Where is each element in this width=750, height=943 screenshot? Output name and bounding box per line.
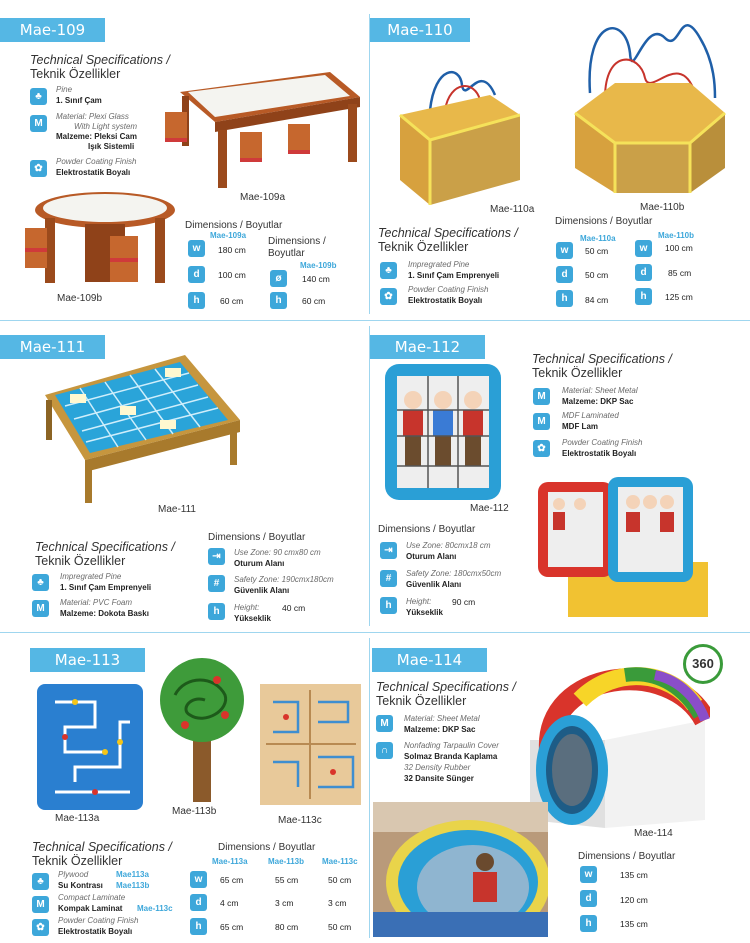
depth-value: 3 cm <box>328 898 347 908</box>
memory-game-table-image <box>40 350 245 505</box>
mae111-spec-title: Technical Specifications / Teknik Özellikler <box>35 540 175 568</box>
material-icon: M <box>533 388 550 405</box>
model-label: Mae-113c <box>322 857 358 866</box>
height-icon: h <box>208 603 225 620</box>
height-value: 60 cm <box>220 296 244 306</box>
depth-icon: d <box>190 894 207 911</box>
mae110b-caption: Mae-110b <box>640 202 685 213</box>
tree-icon: ♣ <box>30 88 47 105</box>
diameter-icon: ø <box>270 270 287 287</box>
spec-label: Impregrated Pine <box>60 572 122 581</box>
tunnel-photo-image <box>373 802 548 937</box>
spec-value: Malzeme: Dokota Baskı <box>60 609 149 618</box>
diameter-value: 140 cm <box>302 274 330 284</box>
spec-value: Su Kontrası <box>58 881 103 890</box>
spec-label: Material: PVC Foam <box>60 598 133 607</box>
mae110-dims-title: Dimensions / Boyutlar <box>555 216 653 227</box>
width-value: 50 cm <box>328 875 352 885</box>
model-label: Mae-109b <box>300 261 337 270</box>
height-icon: h <box>380 597 397 614</box>
mae114-tag: Mae-114 <box>372 648 487 672</box>
divider <box>0 632 750 633</box>
spec-value: 1. Sınıf Çam <box>56 96 102 105</box>
mae109b-dims-title: Dimensions / <box>268 236 326 247</box>
height-value: 135 cm <box>620 919 648 929</box>
mae112-tag: Mae-112 <box>370 335 485 359</box>
use-zone-icon: ⇥ <box>380 542 397 559</box>
depth-value: 85 cm <box>668 268 692 278</box>
spec-label: Safety Zone: 180cmx50cm <box>406 569 502 578</box>
spray-icon: ✿ <box>380 288 397 305</box>
depth-value: 100 cm <box>218 270 246 280</box>
mae113-tag: Mae-113 <box>30 648 145 672</box>
spec-label: Compact Laminate <box>58 893 126 902</box>
mae113-spec-title: Technical Specifications / Teknik Özellikler <box>32 840 172 868</box>
spec-value: Oturum Alanı <box>234 559 285 568</box>
safety-zone-icon: # <box>380 570 397 587</box>
spec-label: Plywood <box>58 870 89 879</box>
mae110-spec-title: Technical Specifications / Teknik Özellikler <box>378 226 518 254</box>
width-value: 65 cm <box>220 875 244 885</box>
model-label: Mae-113b <box>268 857 305 866</box>
material-icon: M <box>533 413 550 430</box>
width-icon: w <box>580 866 597 883</box>
tunnel-icon: ∩ <box>376 742 393 759</box>
rotate-360-icon: 360 <box>683 644 723 684</box>
spec-label: Height: <box>406 597 432 606</box>
depth-value: 50 cm <box>585 270 609 280</box>
wall-maze-panel-c-image <box>258 682 363 807</box>
mae111-dims-title: Dimensions / Boyutlar <box>208 532 306 543</box>
hexagon-bead-maze-image <box>570 8 730 198</box>
mae111-tag: Mae-111 <box>0 335 105 359</box>
rectangular-table-image <box>160 52 365 192</box>
spec-label: Material: Plexi Glass <box>56 112 129 121</box>
height-value: 60 cm <box>302 296 326 306</box>
spec-value: Elektrostatik Boyalı <box>56 168 131 177</box>
spec-label: Powder Coating Finish <box>56 157 137 166</box>
mae112-caption: Mae-112 <box>470 503 509 514</box>
height-value: 125 cm <box>665 292 693 302</box>
model-label: Mae-109a <box>210 231 247 240</box>
tree-maze-panel-b-image <box>155 655 250 805</box>
spray-icon: ✿ <box>32 919 49 936</box>
spec-label: Safety Zone: 190cmx180cm <box>234 575 334 584</box>
height-icon: h <box>635 288 652 305</box>
spec-label: Nonfading Tarpaulin Cover <box>404 741 499 750</box>
width-icon: w <box>556 242 573 259</box>
spec-label: Material: Sheet Metal <box>404 714 480 723</box>
mae114-dims-title: Dimensions / Boyutlar <box>578 851 676 862</box>
spec-label: Impregrated Pine <box>408 260 470 269</box>
model-label: Mae-110a <box>580 234 616 243</box>
height-icon: h <box>556 290 573 307</box>
mae114-caption: Mae-114 <box>634 828 673 839</box>
height-icon: h <box>190 918 207 935</box>
material-icon: M <box>376 715 393 732</box>
spec-label: 32 Density Rubber <box>404 763 471 772</box>
height-value: 84 cm <box>585 295 609 305</box>
divider <box>0 320 750 321</box>
rotating-figure-panel-image <box>383 362 503 502</box>
spec-label: Powder Coating Finish <box>408 285 489 294</box>
safety-zone-icon: # <box>208 575 225 592</box>
spec-label: Use Zone: 90 cmx80 cm <box>234 548 321 557</box>
depth-icon: d <box>635 264 652 281</box>
depth-icon: d <box>556 266 573 283</box>
mae113a-caption: Mae-113a <box>55 813 100 824</box>
divider <box>369 326 370 626</box>
depth-icon: d <box>580 890 597 907</box>
spray-icon: ✿ <box>30 160 47 177</box>
divider <box>369 638 370 938</box>
model-label: Mae-113a <box>212 857 248 866</box>
spec-value: Elektrostatik Boyalı <box>408 296 483 305</box>
model-label: Mae-110b <box>658 231 695 240</box>
spec-value: Oturum Alanı <box>406 552 457 561</box>
tree-icon: ♣ <box>380 262 397 279</box>
use-zone-icon: ⇥ <box>208 548 225 565</box>
width-value: 55 cm <box>275 875 299 885</box>
spec-label: MDF Laminated <box>562 411 619 420</box>
mae109a-caption: Mae-109a <box>240 192 286 203</box>
spec-label: Use Zone: 80cmx18 cm <box>406 541 491 550</box>
spec-value: Işık Sistemli <box>88 142 135 151</box>
mae113b-caption: Mae-113b <box>172 806 217 817</box>
depth-value: 120 cm <box>620 895 648 905</box>
model-label: Mae113b <box>116 881 150 890</box>
mae109-spec-title: Technical Specifications / Teknik Özellikler <box>30 53 170 81</box>
spec-value: Elektrostatik Boyalı <box>562 449 637 458</box>
spec-label: With Light system <box>74 122 138 131</box>
spec-value: Malzeme: DKP Sac <box>404 725 476 734</box>
round-table-image <box>25 188 180 293</box>
spec-value: Kompak Laminat <box>58 904 123 913</box>
tree-icon: ♣ <box>32 873 49 890</box>
wall-maze-panel-a-image <box>35 682 145 812</box>
width-icon: w <box>188 240 205 257</box>
material-icon: M <box>32 600 49 617</box>
spec-value: 1. Sınıf Çam Emprenyeli <box>60 583 152 592</box>
material-icon: M <box>32 896 49 913</box>
depth-value: 3 cm <box>275 898 294 908</box>
spec-value: Solmaz Branda Kaplama <box>404 752 498 761</box>
divider <box>369 14 370 314</box>
height-value: 80 cm <box>275 922 299 932</box>
width-value: 135 cm <box>620 870 648 880</box>
spec-value: Yükseklik <box>406 608 443 617</box>
spray-icon: ✿ <box>533 440 550 457</box>
spec-label: Powder Coating Finish <box>58 916 139 925</box>
spec-value: MDF Lam <box>562 422 598 431</box>
tree-icon: ♣ <box>32 574 49 591</box>
model-label: Mae113a <box>116 870 149 879</box>
mae111-caption: Mae-111 <box>158 504 196 515</box>
spec-label: Material: Sheet Metal <box>562 386 638 395</box>
rainbow-tunnel-image <box>530 650 710 830</box>
spec-value: Yükseklik <box>234 614 271 623</box>
mae113-dims-title: Dimensions / Boyutlar <box>218 842 316 853</box>
height-value: 65 cm <box>220 922 244 932</box>
mae109b-dims-title-tr: Boyutlar <box>268 248 305 259</box>
model-label: Mae-113c <box>137 904 173 913</box>
spec-value: Güvenlik Alanı <box>406 580 462 589</box>
mae109b-caption: Mae-109b <box>57 293 103 304</box>
mae109-dims-title: Dimensions / Boyutlar <box>185 220 283 231</box>
mae112-dims-title: Dimensions / Boyutlar <box>378 524 476 535</box>
width-value: 180 cm <box>218 245 246 255</box>
mae114-spec-title: Technical Specifications / Teknik Özellikler <box>376 680 516 708</box>
height-icon: h <box>270 292 287 309</box>
spec-value: Malzeme: DKP Sac <box>562 397 634 406</box>
spec-value: Güvenlik Alanı <box>234 586 290 595</box>
mae109-tag: Mae-109 <box>0 18 105 42</box>
spec-label: Height: <box>234 603 260 612</box>
width-icon: w <box>635 240 652 257</box>
spec-value: Elektrostatik Boyalı <box>58 927 133 936</box>
height-icon: h <box>188 292 205 309</box>
mae110-tag: Mae-110 <box>370 18 470 42</box>
spec-value: 1. Sınıf Çam Emprenyeli <box>408 271 500 280</box>
height-value: 90 cm <box>452 597 476 607</box>
double-panel-image <box>538 477 708 617</box>
spec-value: 32 Dansite Sünger <box>404 774 474 783</box>
width-value: 50 cm <box>585 246 609 256</box>
height-value: 40 cm <box>282 603 306 613</box>
material-icon: M <box>30 115 47 132</box>
width-value: 100 cm <box>665 243 693 253</box>
spec-label: Pine <box>56 85 73 94</box>
width-icon: w <box>190 871 207 888</box>
depth-value: 4 cm <box>220 898 239 908</box>
spec-label: Powder Coating Finish <box>562 438 643 447</box>
height-value: 50 cm <box>328 922 352 932</box>
mae110a-caption: Mae-110a <box>490 204 535 215</box>
mae112-spec-title: Technical Specifications / Teknik Özellikler <box>532 352 672 380</box>
height-icon: h <box>580 915 597 932</box>
depth-icon: d <box>188 266 205 283</box>
square-bead-maze-image <box>390 45 520 205</box>
spec-value: Malzeme: Pleksi Cam <box>56 132 137 141</box>
mae113c-caption: Mae-113c <box>278 815 322 826</box>
